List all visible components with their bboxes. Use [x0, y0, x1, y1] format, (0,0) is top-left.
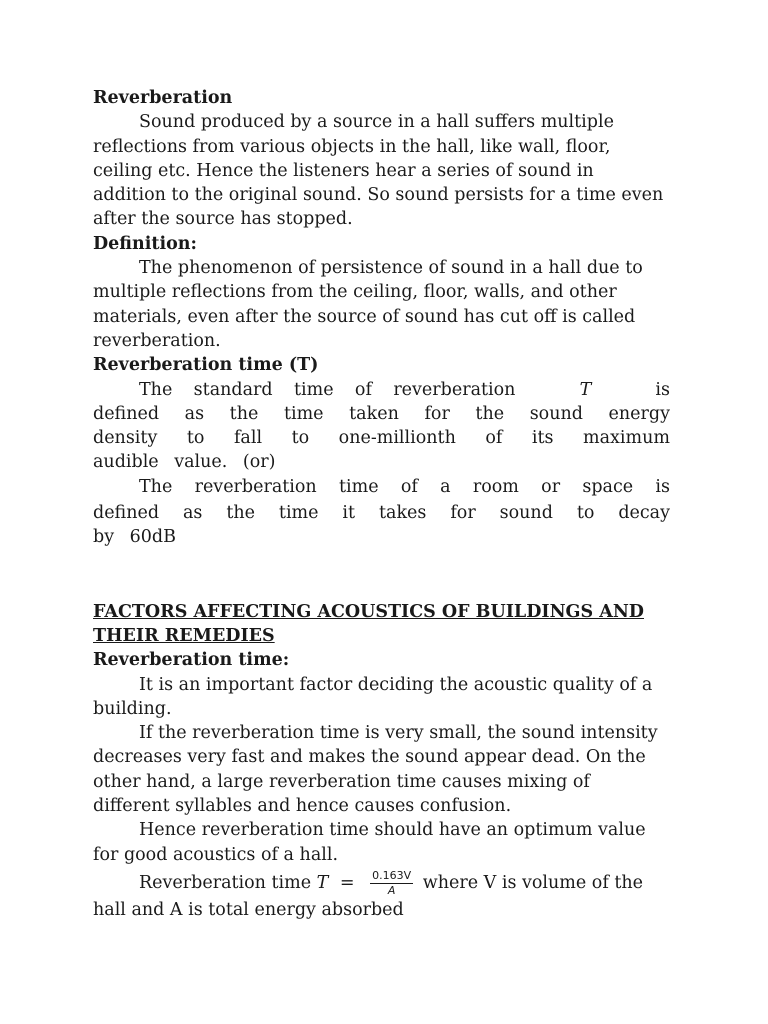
document-page [93, 86, 670, 922]
formula-tail: hall and A is total energy absorbed [93, 899, 404, 920]
reverberation-paragraph: Sound produced by a source in a hall suffers multiple reflections from various objects in the hall, like wall, floor, ceiling etc. Hence the listeners hear a series of sound in addition to the original sound. So sound persists for a time even after the source has stopped. [93, 112, 664, 230]
factors-paragraph-3: Hence reverberation time should have an optimum value for good acoustics of a hall. [93, 820, 646, 865]
formula-denominator: A [387, 883, 396, 897]
formula-numerator: 0.163V [372, 868, 412, 882]
rev-time-line-2: defined as the time taken for the sound energy [93, 403, 670, 424]
section-title-factors-reverberation-time: Reverberation time: [93, 650, 290, 671]
rev-time-line-3: density to fall to one-millionth of its maximum [93, 428, 670, 449]
definition-paragraph: The phenomenon of persistence of sound in a hall due to multiple reflections from the ceiling, floor, walls, and other materials, even after the source of sound has cut off is called reverberation. [93, 258, 643, 351]
rev-time-line-4: audible value. (or) [93, 452, 276, 473]
formula-equals: = [339, 872, 355, 893]
section-title-definition: Definition: [93, 233, 197, 254]
factors-paragraph-1: It is an important factor deciding the acoustic quality of a building. [93, 674, 653, 719]
rev-time-line-5: The reverberation time of a room or space is [139, 476, 670, 497]
reverberation-time-block [93, 378, 670, 550]
rev-time-line-7: by 60dB [93, 527, 176, 548]
factors-heading: FACTORS AFFECTING ACOUSTICS OF BUILDINGS AND THEIR REMEDIES [93, 601, 644, 646]
rev-time-line-1: The standard time of reverberation T is [139, 379, 670, 400]
formula-fraction [370, 869, 413, 898]
formula-line: Reverberation time T = $\frac{0.163V}{A}$ where V is volume of the [139, 868, 644, 897]
formula-symbol: T [316, 872, 329, 893]
section-title-reverberation-time: Reverberation time (T) [93, 355, 319, 376]
factors-paragraph-2: If the reverberation time is very small, the sound intensity decreases very fast and makes the sound appear dead. On the other hand, a large reverberation time causes mixing of different syllables and hence causes confusion. [93, 723, 658, 817]
section-title-reverberation: Reverberation [93, 88, 233, 108]
rev-time-line-6: defined as the time it takes for sound to decay [93, 503, 670, 524]
formula-block [93, 869, 670, 922]
